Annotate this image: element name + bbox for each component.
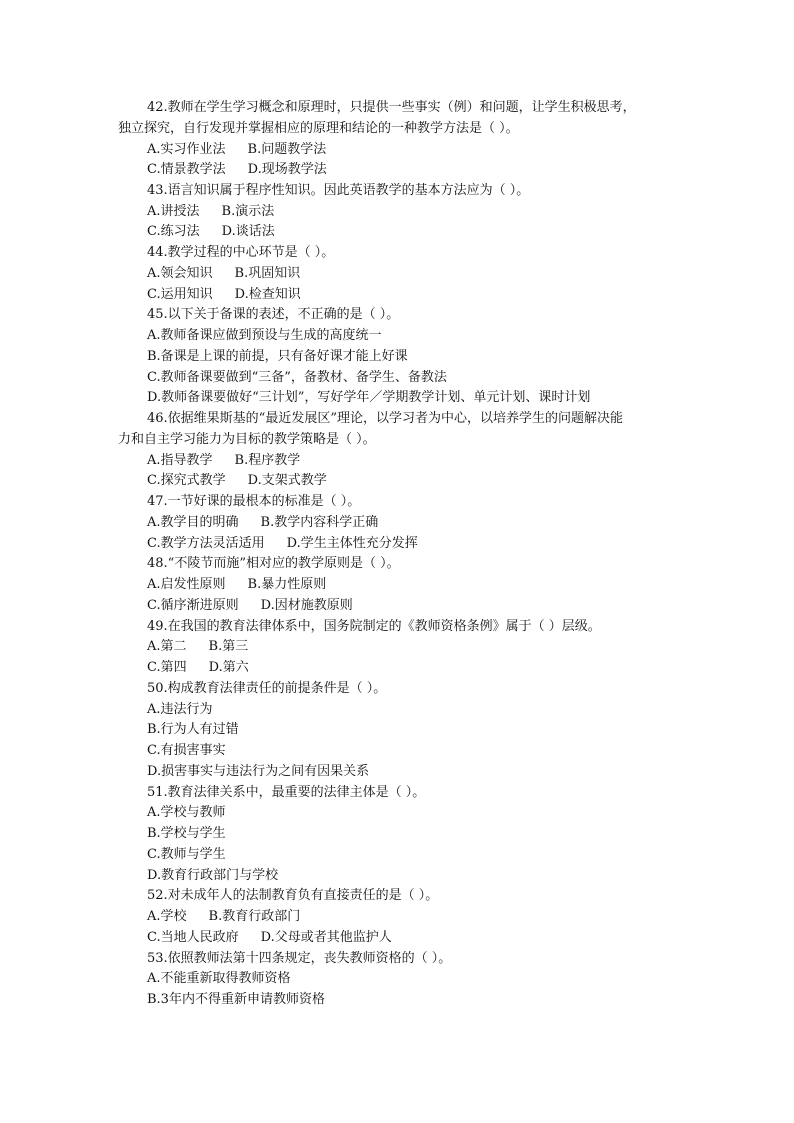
- question-46-stem-line1: 46.依据维果斯基的“最近发展区”理论，以学习者为中心，以培养学生的问题解决能: [147, 411, 623, 426]
- question-45-option-a: A.教师备课应做到预设与生成的高度统一: [147, 328, 382, 343]
- question-43-options-cd: [147, 222, 275, 242]
- question-42-options-ab: [147, 140, 326, 160]
- question-51-option-d: D.教育行政部门与学校: [147, 868, 279, 883]
- question-50-option-d: D.损害事实与违法行为之间有因果关系: [147, 764, 370, 779]
- question-46-options-ab: [147, 451, 300, 471]
- option-c: C.第四: [147, 660, 187, 675]
- question-51-option-a: A.学校与教师: [147, 805, 226, 820]
- question-45-option-c: C.教师备课要做到“三备”，备教材、备学生、备教法: [147, 370, 447, 385]
- option-c: C.教学方法灵活适用: [147, 536, 265, 551]
- question-43-stem: 43.语言知识属于程序性知识。因此英语教学的基本方法应为（ ）。: [147, 183, 530, 198]
- option-d: D.第六: [208, 660, 249, 675]
- question-48-options-cd: [147, 596, 353, 616]
- option-a: A.启发性原则: [147, 577, 226, 592]
- option-a: A.教学目的明确: [147, 515, 239, 530]
- question-48-stem: 48.“不陵节而施”相对应的教学原则是（ ）。: [147, 556, 400, 571]
- question-42-options-cd: [147, 160, 327, 180]
- question-47-options-cd: [147, 534, 418, 554]
- option-c: C.运用知识: [147, 287, 213, 302]
- question-45-option-d: D.教师备课要做好“三计划”，写好学年／学期教学计划、单元计划、课时计划: [147, 390, 591, 405]
- option-b: B.教学内容科学正确: [260, 515, 379, 530]
- option-a: A.实习作业法: [147, 142, 226, 157]
- question-44-stem: 44.教学过程的中心环节是（ ）。: [147, 245, 335, 260]
- question-50-stem: 50.构成教育法律责任的前提条件是（ ）。: [147, 681, 387, 696]
- question-50-option-a: A.违法行为: [147, 702, 213, 717]
- question-47-options-ab: [147, 513, 378, 533]
- question-42-stem-line1: 42.教师在学生学习概念和原理时，只提供一些事实（例）和问题，让学生积极思考，: [147, 100, 636, 115]
- question-51-option-c: C.教师与学生: [147, 847, 226, 862]
- option-a: A.领会知识: [147, 266, 213, 281]
- question-44-options-ab: [147, 264, 300, 284]
- question-44-options-cd: [147, 285, 301, 305]
- option-a: A.讲授法: [147, 204, 200, 219]
- question-53-option-a: A.不能重新取得教师资格: [147, 971, 291, 986]
- option-c: C.探究式教学: [147, 473, 226, 488]
- option-b: B.教育行政部门: [208, 909, 301, 924]
- question-47-stem: 47.一节好课的最根本的标准是（ ）。: [147, 494, 361, 509]
- option-c: C.循序渐进原则: [147, 598, 239, 613]
- option-d: D.因材施教原则: [260, 598, 353, 613]
- option-d: D.现场教学法: [247, 162, 327, 177]
- question-46-options-cd: [147, 471, 327, 491]
- option-a: A.指导教学: [147, 453, 213, 468]
- option-b: B.暴力性原则: [247, 577, 327, 592]
- option-d: D.检查知识: [234, 287, 301, 302]
- option-a: A.第二: [147, 639, 187, 654]
- option-b: B.巩固知识: [234, 266, 301, 281]
- option-a: A.学校: [147, 909, 187, 924]
- option-c: C.练习法: [147, 224, 200, 239]
- option-c: C.情景教学法: [147, 162, 226, 177]
- option-d: D.支架式教学: [247, 473, 327, 488]
- question-49-options-ab: [147, 637, 248, 657]
- question-52-options-ab: [147, 907, 300, 927]
- question-51-option-b: B.学校与学生: [147, 826, 226, 841]
- question-50-option-b: B.行为人有过错: [147, 722, 239, 737]
- option-d: D.学生主体性充分发挥: [286, 536, 418, 551]
- option-b: B.程序教学: [234, 453, 301, 468]
- question-43-options-ab: [147, 202, 274, 222]
- question-49-options-cd: [147, 658, 249, 678]
- question-50-option-c: C.有损害事实: [147, 743, 226, 758]
- question-46-stem-line2: 力和自主学习能力为目标的教学策略是（ ）。: [118, 432, 376, 447]
- question-53-option-b: B.3年内不得重新申请教师资格: [147, 992, 325, 1007]
- question-52-options-cd: [147, 928, 392, 948]
- question-45-stem: 45.以下关于备课的表述，不正确的是（ ）。: [147, 307, 400, 322]
- question-45-option-b: B.备课是上课的前提，只有备好课才能上好课: [147, 349, 408, 364]
- option-b: B.第三: [208, 639, 249, 654]
- option-d: D.谈话法: [221, 224, 275, 239]
- question-51-stem: 51.教育法律关系中，最重要的法律主体是（ ）。: [147, 785, 426, 800]
- question-52-stem: 52.对未成年人的法制教育负有直接责任的是（ ）。: [147, 888, 439, 903]
- option-c: C.当地人民政府: [147, 930, 239, 945]
- question-49-stem: 49.在我国的教育法律体系中，国务院制定的《教师资格条例》属于（ ）层级。: [147, 619, 601, 634]
- question-53-stem: 53.依照教师法第十四条规定，丧失教师资格的（ ）。: [147, 951, 452, 966]
- question-42-stem-line2: 独立探究，自行发现并掌握相应的原理和结论的一种教学方法是（ ）。: [118, 121, 519, 136]
- option-b: B.问题教学法: [247, 142, 327, 157]
- option-d: D.父母或者其他监护人: [260, 930, 392, 945]
- option-b: B.演示法: [221, 204, 275, 219]
- question-48-options-ab: [147, 575, 326, 595]
